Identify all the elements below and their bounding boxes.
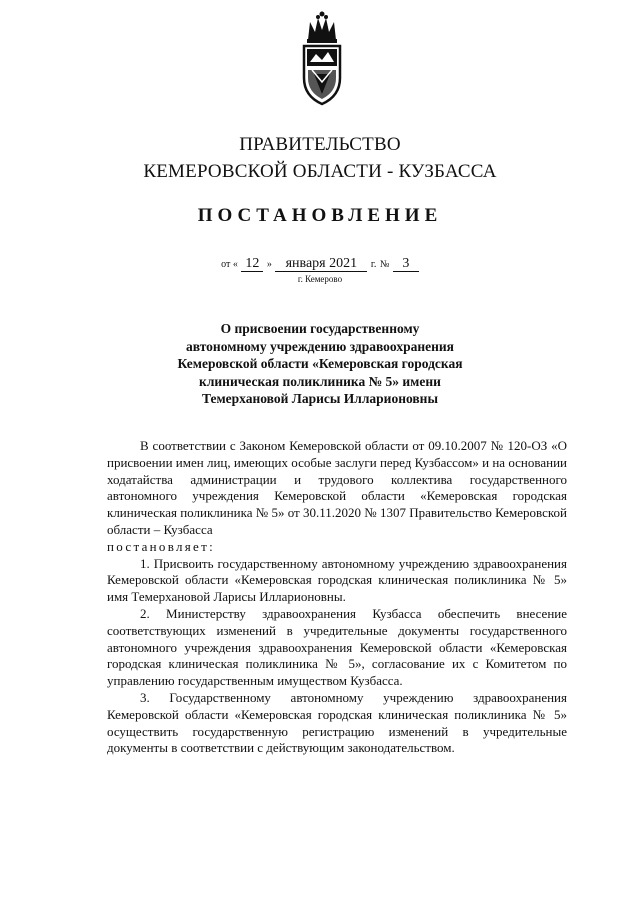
coat-of-arms-icon [298,10,346,110]
government-name-line-2: КЕМЕРОВСКОЙ ОБЛАСТИ - КУЗБАССА [143,161,497,182]
date-year-suffix: г. [370,259,377,270]
date-number-line [0,256,640,272]
title-line: клиническая поликлиника № 5» имени [199,373,441,389]
decree-number: 3 [393,256,419,272]
decree-item-3: 3. Государственному автономному учреждению здравоохранения Кемеровской области «Кемеровская городская клиническая поликлиника № 5» осуществить государственную регистрацию изменений в учредительные документы в соответствии с действующим законодательством. [107,689,567,756]
preamble-paragraph: В соответствии с Законом Кемеровской области от 09.10.2007 № 120-ОЗ «О присвоении имен лиц, имеющих особые заслуги перед Кузбассом» и на основании ходатайства администрации и трудового коллектива государственного автономного учреждения Кемеровской области «Кемеровская городская клиническая поликлиника № 5» от 30.11.2020 № 1307 Правительство Кемеровской области – Кузбасса [107,438,567,537]
government-name-line-1: ПРАВИТЕЛЬСТВО [239,134,401,155]
title-line: автономному учреждению здравоохранения [186,338,454,354]
date-quote-close: » [266,259,272,270]
decree-item-2: 2. Министерству здравоохранения Кузбасса обеспечить внесение соответствующих изменений в учредительные документы государственного автономного учреждения здравоохранения Кемеровской области «Кемеровская городская клиническая поликлиника № 5», согласование их с Комитетом по управлению государственным имуществом Кузбасса. [107,605,567,689]
decree-word: постановляет: [107,538,216,554]
city-label: г. Кемерово [297,274,343,284]
decree-title [160,320,480,408]
decree-body [107,438,567,757]
title-line: О присвоении государственному [220,321,420,336]
date-month-year: января 2021 [275,256,367,272]
date-prefix: от « [221,259,238,270]
decree-item-1: 1. Присвоить государственному автономному учреждению здравоохранения Кемеровской области «Кемеровская городская клиническая поликлиника № 5» имя Темерхановой Ларисы Илларионовны. [107,555,567,605]
date-day: 12 [241,256,263,272]
document-type-heading: ПОСТАНОВЛЕНИЕ [197,205,443,226]
title-line: Кемеровской области «Кемеровская городская [177,356,463,371]
title-line: Темерхановой Ларисы Илларионовны [201,391,439,406]
number-sign: № [379,259,390,270]
